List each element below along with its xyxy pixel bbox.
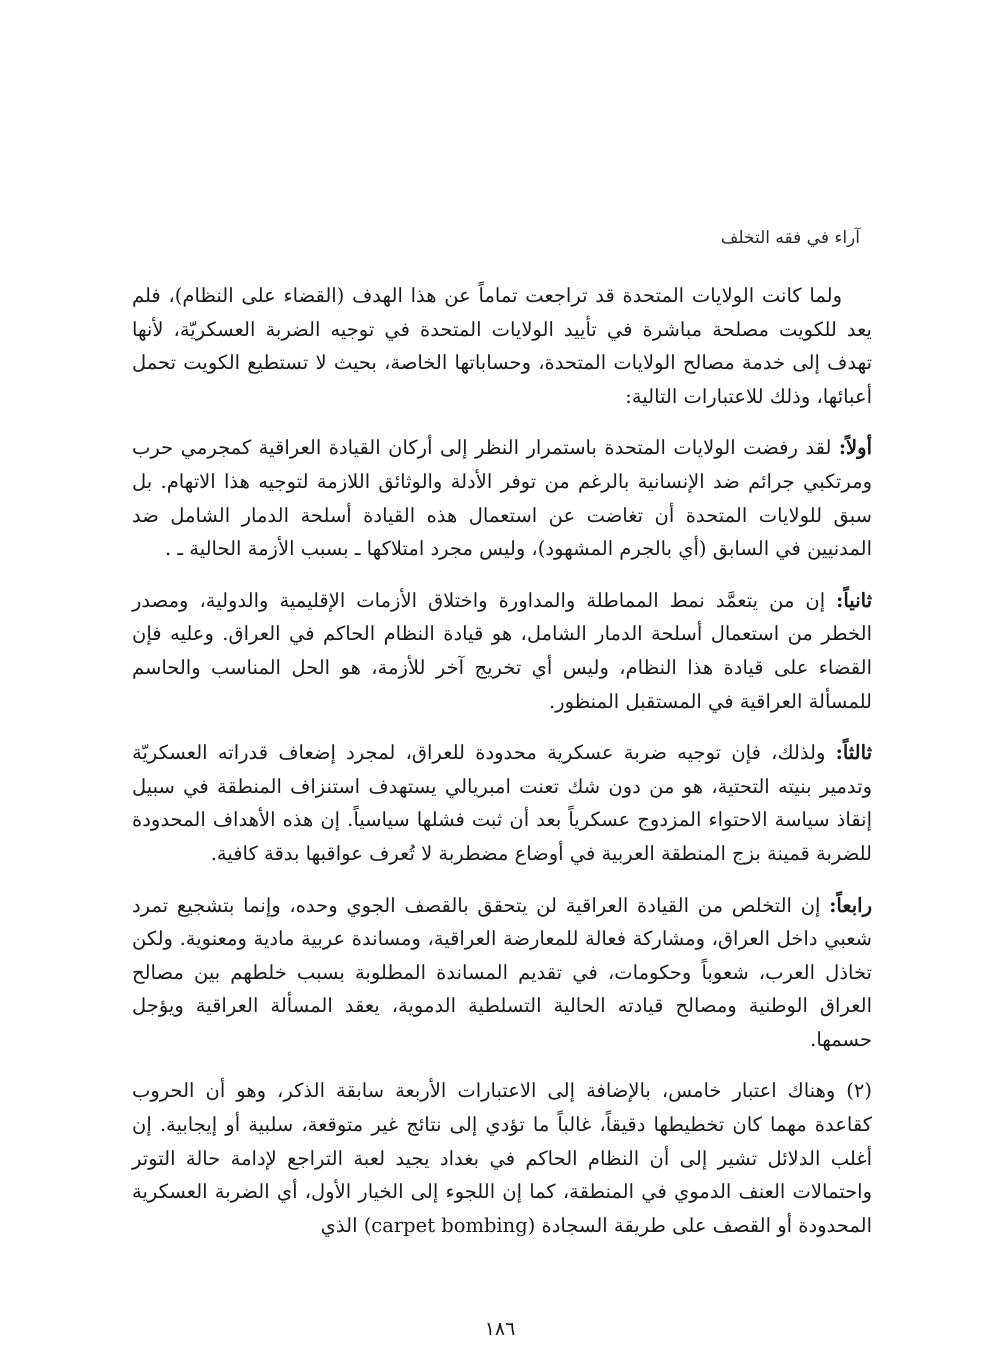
third-lead: ثالثاً:	[835, 741, 872, 765]
fifth-text-before: وهناك اعتبار خامس، بالإضافة إلى الاعتبارات الأربعة سابقة الذكر، وهو أن الحروب كقاعدة مهما كان تخطيطها دقيقاً، غالباً ما تؤدي إلى نتائج غير متوقعة، سلبية أو إيجابية. إن أغلب الدلائل تشير إلى أن النظام الحاكم في بغداد يجيد لعبة التراجع لإدامة حالة التوتر واحتمالات العنف الدموي في المنطقة، كما إن اللجوء إلى الخيار الأول، أي الضربة العسكرية المحدودة أو القصف على طريقة السجادة	[132, 1079, 872, 1237]
paragraph-fourth	[132, 889, 872, 1057]
fifth-number: (٢)	[846, 1079, 872, 1103]
first-text: لقد رفضت الولايات المتحدة باستمرار النظر إلى أركان القيادة العراقية كمجرمي حرب ومرتكبي جرائم ضد الإنسانية بالرغم من توفر الأدلة والوثائق اللازمة لتوجيه هذا الاتهام. بل سبق للولايات المتحدة أن تغاضت عن استعمال هذه القيادة أسلحة الدمار الشامل ضد المدنيين في السابق (أي بالجرم المشهود)، وليس مجرد امتلاكها ـ بسبب الأزمة الحالية ـ .	[132, 436, 872, 561]
page-number: ١٨٦	[484, 1318, 516, 1340]
fifth-text-after: الذي	[320, 1213, 364, 1237]
paragraph-fifth	[132, 1074, 872, 1242]
paragraph-third	[132, 736, 872, 870]
second-lead: ثانياً:	[836, 588, 872, 612]
fourth-lead: رابعاً:	[829, 893, 872, 917]
fifth-latin-term: (carpet bombing)	[363, 1213, 536, 1237]
body-text	[132, 279, 872, 1260]
first-lead: أولاً:	[838, 436, 872, 460]
fourth-text: إن التخلص من القيادة العراقية لن يتحقق بالقصف الجوي وحده، وإنما بتشجيع تمرد شعبي داخل العراق، ومشاركة فعالة للمعارضة العراقية، ومساندة عربية مادية ومعنوية. ولكن تخاذل العرب، شعوباً وحكومات، في تقديم المساندة المطلوبة بسبب خلطهم بين مصالح العراق الوطنية ومصالح قيادته الحالية التسلطية الدموية، يعقد المسألة العراقية ويؤجل حسمها.	[132, 893, 872, 1051]
second-text: إن من يتعمَّد نمط المماطلة والمداورة واختلاق الأزمات الإقليمية والدولية، ومصدر الخطر من استعمال أسلحة الدمار الشامل، هو قيادة النظام الحاكم في العراق. وعليه فإن القضاء على قيادة هذا النظام، وليس أي تخريج آخر للأزمة، هو الحل المناسب والحاسم للمسألة العراقية في المستقبل المنظور.	[132, 588, 872, 713]
paragraph-first	[132, 431, 872, 565]
paragraph-intro: ولما كانت الولايات المتحدة قد تراجعت تماماً عن هذا الهدف (القضاء على النظام)، فلم يعد للكويت مصلحة مباشرة في تأييد الولايات المتحدة في توجيه الضربة العسكريّة، لأنها تهدف إلى خدمة مصالح الولايات المتحدة، وحساباتها الخاصة، بحيث لا تستطيع الكويت تحمل أعبائها، وذلك للاعتبارات التالية:	[132, 284, 872, 408]
third-text: ولذلك، فإن توجيه ضربة عسكرية محدودة للعراق، لمجرد إضعاف قدراته العسكريّة وتدمير بنيته التحتية، هو من دون شك تعنت امبريالي يستهدف استنزاف المنطقة في سبيل إنقاذ سياسة الاحتواء المزدوج عسكرياً بعد أن ثبت فشلها سياسياً. إن هذه الأهداف المحدودة للضربة قمينة بزج المنطقة العربية في أوضاع مضطربة لا تُعرف عواقبها بدقة كافية.	[132, 741, 872, 865]
paragraph-second	[132, 584, 872, 718]
running-header: آراء في فقه التخلف	[720, 228, 860, 248]
